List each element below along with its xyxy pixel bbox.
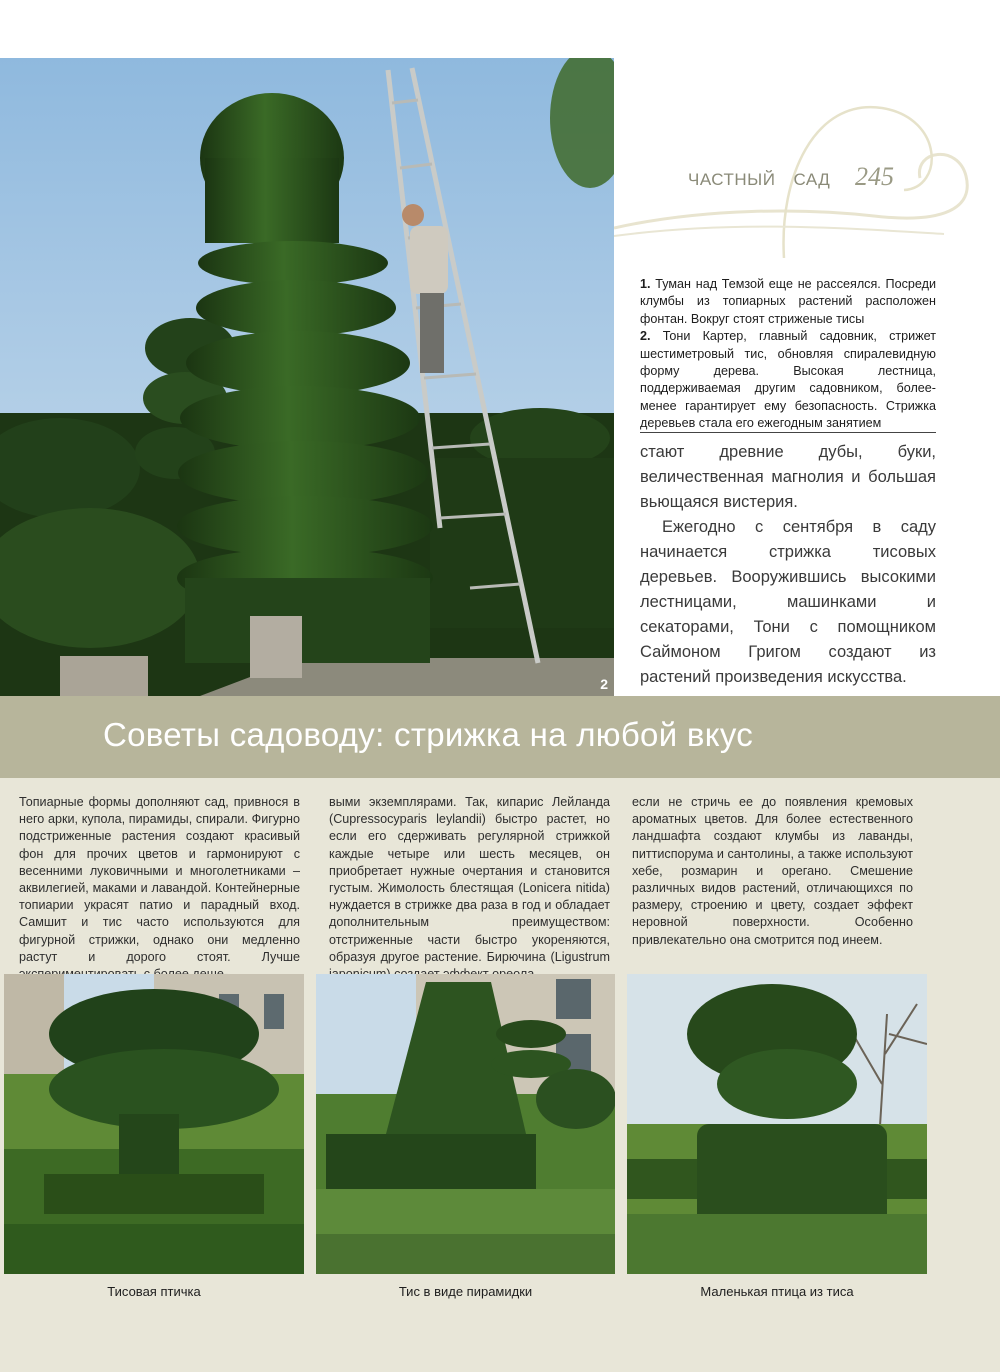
photo-caption-2: Тис в виде пирамидки — [398, 1284, 533, 1299]
caption-1 — [640, 276, 936, 328]
decorative-swirl — [614, 58, 1000, 258]
caption-divider — [640, 432, 936, 433]
tips-column-3-text: если не стричь ее до появления кремовых ароматных цветов. Для более естественного ландшафта создают клумбы из лаванды, питтиспорума и сантолины, а также используют хебе, розмарин и орегано. Смешение различных видов растений, отличающихся по размеру, строению и цвету, создает эффект неровной поверхности. Особенно привлекательно она смотрится под инеем. — [632, 795, 913, 947]
caption-2-number: 2. — [640, 329, 651, 344]
photo-small-yew-bird — [627, 974, 927, 1274]
photo-caption-3: Маленькая птица из тиса — [700, 1284, 854, 1299]
running-head — [688, 170, 830, 190]
caption-2-text: Тони Картер, главный садовник, стрижет шестиметровый тис, обновляя спиралевидную форму дерева. Высокая лестница, поддерживаемая другим садовником, более-менее гарантирует ему безопасность. Стрижка деревьев стала его ежегодным занятием — [640, 329, 936, 431]
caption-1-text: Туман над Темзой еще не рассеялся. Посреди клумбы из топиарных растений расположен фонтан. Вокруг стоят стриженые тисы — [640, 277, 936, 326]
tips-column-2 — [329, 794, 610, 983]
photo-captions — [640, 276, 936, 433]
body-paragraph-2: Ежегодно с сентября в саду начинается стрижка тисовых деревьев. Вооружившись высокими лестницами, машинками и секаторами, Тони с помощником Саймоном Григом создают из растений произведения искусства. — [640, 518, 936, 686]
tips-column-2-text: выми экземплярами. Так, кипарис Лейланда (Cupressocyparis leylandii) быстро растет, но если его сдерживать регулярной стрижкой каждые четыре или шесть месяцев, он приобретает нужные очертания и становится густым. Жимолость блестящая (Lonicera nitida) нуждается в стрижке два раза в год и обладает дополнительным преимуществом: отстриженные части быстро укореняются, образуя другое растение. Бирючина (Ligustrum — [329, 795, 610, 964]
section-left: ЧАСТНЫЙ — [688, 170, 776, 189]
hero-photo — [0, 58, 614, 696]
tips-column-1 — [19, 794, 300, 983]
section-right: САД — [793, 170, 831, 189]
banner-title: Советы садоводу: стрижка на любой вкус — [103, 716, 754, 753]
caption-2 — [640, 328, 936, 432]
body-paragraph-1: стают древние дубы, буки, величественная магнолия и большая вьющаяся вистерия. — [640, 443, 936, 511]
page-number: 245 — [855, 162, 894, 191]
photo-number: 2 — [600, 676, 608, 692]
photo-yew-bird — [4, 974, 304, 1274]
tips-column-3 — [632, 794, 913, 949]
photo-yew-pyramid — [316, 974, 615, 1274]
photo-caption-1: Тисовая птичка — [107, 1284, 201, 1299]
tips-column-1-text: Топиарные формы дополняют сад, привнося в него арки, купола, пирамиды, спирали. Фигурно подстриженные растения создают красивый фон для прочих цветов и гармонируют с весенними луковичными и многолетниками – аквилегией, маками и лавандой. Контейнерные топиарии украсят патио и парадный вход. Самшит и тис часто используются для фигурной стрижки, однако они медленно растут и дорого стоят. Лучше — [19, 795, 300, 964]
article-body-continuation — [640, 440, 936, 690]
caption-1-number: 1. — [640, 277, 651, 291]
